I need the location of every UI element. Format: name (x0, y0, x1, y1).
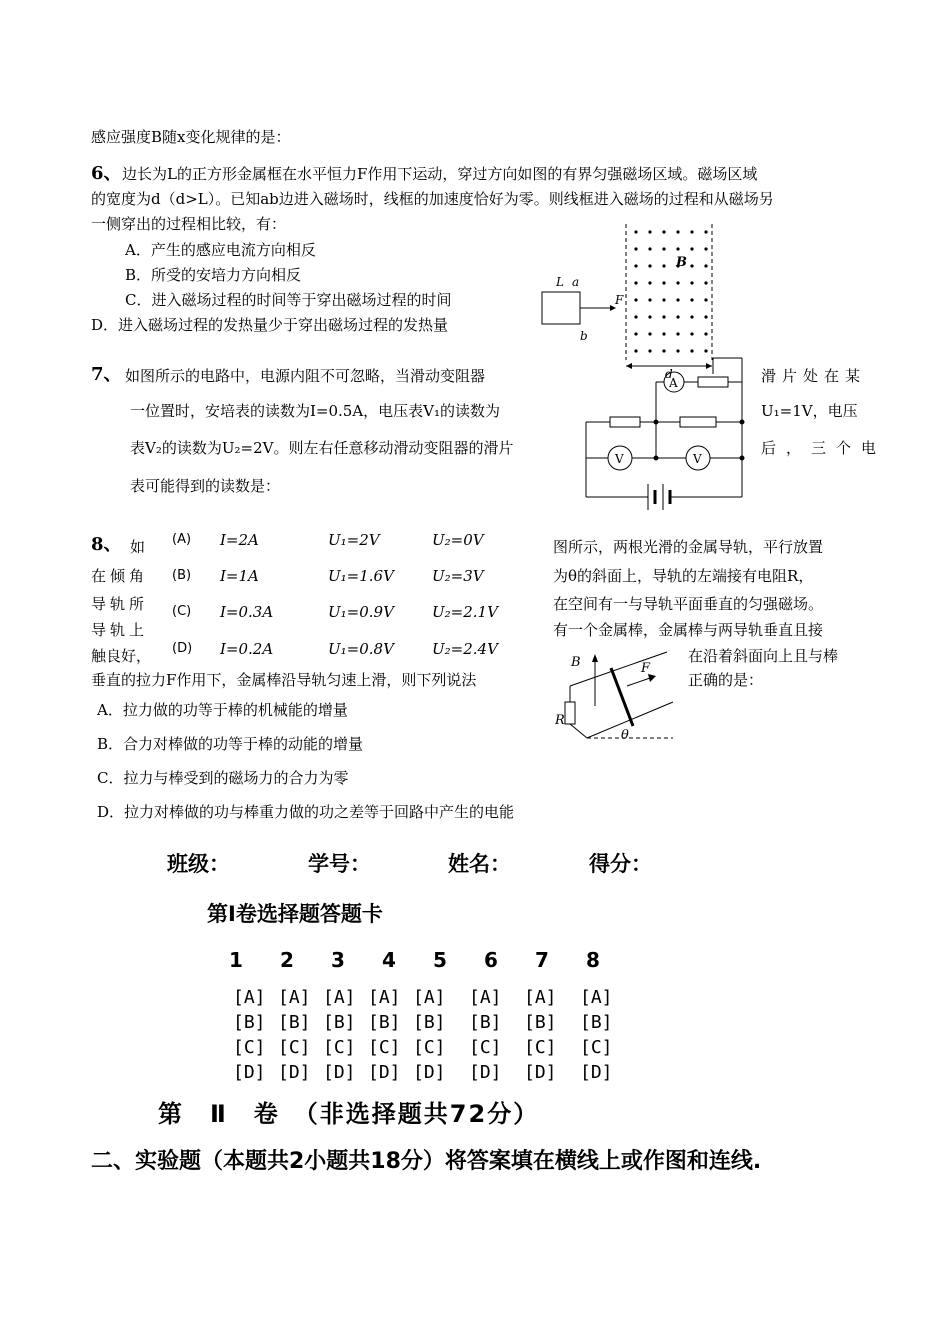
field-dot (676, 230, 679, 233)
choice-u1: U₁=0.8V (328, 640, 394, 658)
q8-option-d[interactable]: D．拉力对棒做的功与棒重力做的功之差等于回路中产生的电能 (97, 803, 515, 821)
junction (740, 456, 745, 461)
field-dot (662, 281, 665, 284)
field-dots (634, 230, 707, 352)
field-dot (704, 332, 707, 335)
field-dot (634, 247, 637, 250)
q7-right-line: 滑片处在某 (761, 367, 867, 385)
field-dot (648, 281, 651, 284)
name-field[interactable]: 姓名： (448, 852, 511, 876)
label-B: B (676, 255, 687, 270)
pull-force-arrow (627, 678, 650, 686)
b-field-arrowhead (592, 654, 598, 662)
q7-text-line: 表可能得到的读数是： (130, 477, 281, 495)
q7-text-line: 一位置时，安培表的读数为I=0.5A，电压表V₁的读数为 (130, 402, 501, 420)
field-dot (662, 264, 665, 267)
score-field[interactable]: 得分： (589, 852, 652, 876)
field-dot (690, 247, 693, 250)
field-dot (676, 281, 679, 284)
junction (654, 420, 659, 425)
field-dot (704, 264, 707, 267)
choice-u1: U₁=1.6V (328, 567, 394, 585)
label-B: B (571, 655, 581, 670)
field-dot (634, 281, 637, 284)
q8-option-b[interactable]: B．合力对棒做的功等于棒的动能的增量 (97, 735, 364, 753)
answer-bubbles-q8[interactable]: [A] [B] [C] [D] (580, 987, 613, 1083)
label-L: L (556, 275, 564, 289)
q6-number: 6、 (91, 163, 122, 184)
answer-bubbles-q4[interactable]: [A] [B] [C] [D] (368, 987, 401, 1083)
choice-u2: U₂=0V (432, 531, 484, 549)
answer-bubbles-q3[interactable]: [A] [B] [C] [D] (323, 987, 356, 1083)
field-dot (690, 332, 693, 335)
field-dot (662, 298, 665, 301)
field-dot (648, 298, 651, 301)
q6-stem-line: 边长为L的正方形金属框在水平恒力F作用下运动，穿过方向如图的有界匀强磁场区域。磁场区域 (122, 165, 758, 183)
field-dot (704, 298, 707, 301)
choice-label[interactable]: (C) (172, 604, 192, 619)
q7-number: 7、 (91, 364, 122, 385)
field-dot (634, 332, 637, 335)
field-dot (704, 315, 707, 318)
field-dot (648, 230, 651, 233)
q8-option-c[interactable]: C．拉力与棒受到的磁场力的合力为零 (97, 769, 349, 787)
q7-right-line: U₁=1V，电压 (761, 402, 858, 420)
q8-right-line: 图所示，两根光滑的金属导轨，平行放置 (553, 538, 824, 556)
resistor-R (565, 702, 575, 724)
q6-option-b[interactable]: B．所受的安培力方向相反 (125, 266, 302, 284)
choice-label[interactable]: (D) (172, 641, 193, 656)
answer-card-title: 第Ⅰ卷选择题答题卡 (207, 902, 383, 926)
column-number: 2 (280, 948, 294, 972)
field-dot (676, 332, 679, 335)
choice-label[interactable]: (A) (172, 532, 192, 547)
q6-option-a[interactable]: A．产生的感应电流方向相反 (125, 241, 316, 259)
field-dot (676, 298, 679, 301)
q8-text-line: 正确的是： (688, 671, 764, 689)
q8-number: 8、 (91, 534, 122, 555)
q8-right-line: 在沿着斜面向上且与棒 (688, 647, 839, 665)
choice-current: I=2A (220, 531, 259, 549)
answer-bubbles-q5[interactable]: [A] [B] [C] [D] (413, 987, 446, 1083)
field-dot (704, 230, 707, 233)
choice-u1: U₁=2V (328, 531, 380, 549)
q6-stem-line: 的宽度为d（d>L）。已知ab边进入磁场时，线框的加速度恰好为零。则线框进入磁场的过程和从磁场另 (91, 190, 774, 208)
field-dot (662, 230, 665, 233)
field-dot (690, 264, 693, 267)
wire (570, 724, 587, 738)
choice-u2: U₂=2.4V (432, 640, 498, 658)
q6-option-c[interactable]: C．进入磁场过程的时间等于穿出磁场过程的时间 (125, 291, 452, 309)
q7-circuit-figure (580, 352, 750, 517)
field-dot (704, 281, 707, 284)
field-dot (676, 315, 679, 318)
q6-stem-line: 一侧穿出的过程相比较，有： (91, 215, 287, 233)
choice-u2: U₂=2.1V (432, 603, 498, 621)
column-number: 8 (586, 948, 600, 972)
choice-current: I=0.3A (220, 603, 274, 621)
answer-bubbles-q1[interactable]: [A] [B] [C] [D] (233, 987, 266, 1083)
voltmeter-2-label: V (693, 452, 702, 466)
battery (648, 484, 670, 510)
metal-rod (611, 668, 633, 726)
field-dot (648, 315, 651, 318)
q8-left-fragment: 如 (130, 538, 146, 556)
resistor-1 (610, 417, 640, 427)
rail-top (570, 652, 667, 686)
field-dot (634, 230, 637, 233)
intro-line: 感应强度B随x变化规律的是： (91, 128, 291, 146)
label-F: F (615, 293, 624, 307)
label-d: d (665, 367, 673, 380)
field-dot (690, 315, 693, 318)
label-F: F (641, 661, 651, 676)
q7-right-line: 后，三个电 (761, 439, 887, 457)
field-dot (648, 332, 651, 335)
column-number: 3 (331, 948, 345, 972)
voltmeter-1-label: V (615, 452, 624, 466)
column-number: 5 (433, 948, 447, 972)
answer-bubbles-q6[interactable]: [A] [B] [C] [D] (469, 987, 502, 1083)
field-dot (704, 247, 707, 250)
q8-inclined-rails-figure (555, 646, 680, 746)
section2-title: 二、实验题（本题共2小题共18分）将答案填在横线上或作图和连线. (91, 1149, 762, 1174)
label-b: b (580, 329, 588, 343)
resistor-2 (680, 417, 716, 427)
column-number: 7 (535, 948, 549, 972)
q7-text-line: 如图所示的电路中，电源内阻不可忽略，当滑动变阻器 (125, 367, 486, 385)
column-number: 1 (229, 948, 243, 972)
choice-current: I=1A (220, 567, 259, 585)
ammeter-label: A (669, 376, 678, 390)
q8-left-fragment: 在倾角 (91, 567, 149, 585)
q8-right-line: 为θ的斜面上，导轨的左端接有电阻R， (553, 567, 814, 585)
choice-u1: U₁=0.9V (328, 603, 394, 621)
square-frame (542, 292, 580, 324)
field-dot (690, 230, 693, 233)
q8-left-fragment: 导轨上 (91, 621, 149, 639)
column-number: 6 (484, 948, 498, 972)
junction (740, 420, 745, 425)
student-id-field[interactable]: 学号： (308, 852, 371, 876)
q6-option-d[interactable]: D．进入磁场过程的发热量少于穿出磁场过程的发热量 (91, 316, 449, 334)
class-field[interactable]: 班级： (167, 852, 230, 876)
q8-text-line: 垂直的拉力F作用下，金属棒沿导轨匀速上滑，则下列说法 (91, 671, 477, 689)
label-R: R (555, 713, 565, 728)
field-dot (634, 298, 637, 301)
field-dot (662, 247, 665, 250)
q8-option-a[interactable]: A．拉力做的功等于棒的机械能的增量 (97, 701, 348, 719)
choice-current: I=0.2A (220, 640, 274, 658)
choice-u2: U₂=3V (432, 567, 484, 585)
rheostat-resistor (698, 377, 728, 387)
field-dot (648, 247, 651, 250)
label-a: a (572, 275, 580, 289)
field-dot (662, 332, 665, 335)
q7-text-line: 表V₂的读数为U₂=2V。则左右任意移动滑动变阻器的滑片 (130, 439, 514, 457)
column-number: 4 (382, 948, 396, 972)
label-theta: θ (621, 728, 629, 743)
field-dot (690, 281, 693, 284)
part2-title: 第 Ⅱ 卷 （非选择题共72分） (158, 1100, 540, 1128)
q8-right-line: 在空间有一与导轨平面垂直的匀强磁场。 (553, 595, 824, 613)
choice-label[interactable]: (B) (172, 568, 192, 583)
field-dot (690, 298, 693, 301)
answer-bubbles-q2[interactable]: [A] [B] [C] [D] (278, 987, 311, 1083)
q8-left-fragment: 导轨所 (91, 595, 149, 613)
field-dot (634, 264, 637, 267)
field-dot (648, 264, 651, 267)
q8-right-line: 有一个金属棒，金属棒与两导轨垂直且接 (553, 621, 824, 639)
q8-left-fragment: 触良好， (91, 647, 152, 665)
answer-bubbles-q7[interactable]: [A] [B] [C] [D] (524, 987, 557, 1083)
field-dot (676, 247, 679, 250)
field-dot (634, 315, 637, 318)
field-dot (662, 315, 665, 318)
junction (654, 456, 659, 461)
